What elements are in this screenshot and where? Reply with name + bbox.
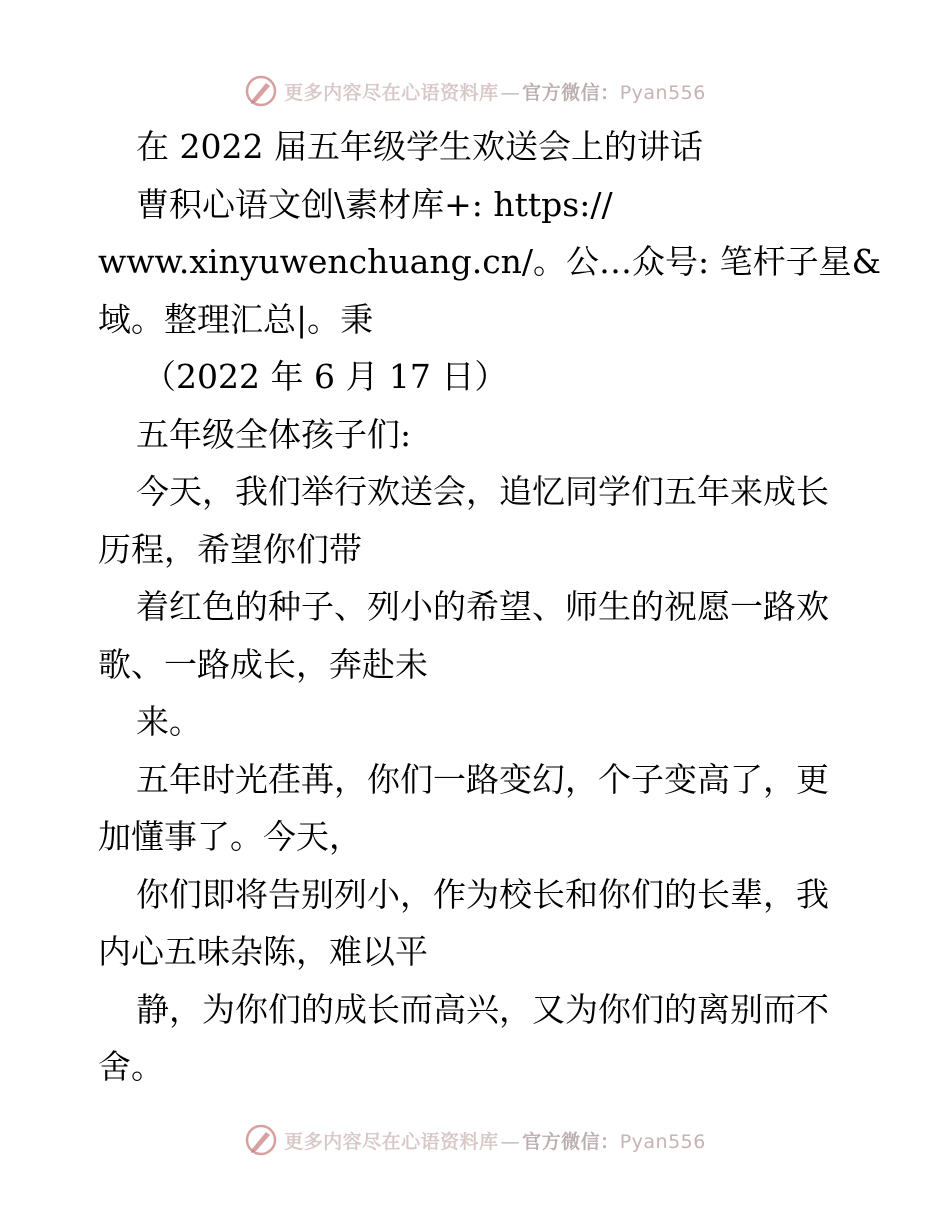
doc-date: （2022 年 6 月 17 日） <box>143 357 508 396</box>
pen-circle-logo-icon <box>244 1123 278 1157</box>
header-watermark-banner <box>0 71 950 111</box>
doc-line: 今天，我们举行欢送会，追忆同学们五年来成长 <box>136 472 829 511</box>
doc-salutation: 五年级全体孩子们: <box>136 414 412 454</box>
footer-watermark-banner <box>0 1120 950 1160</box>
doc-line: 你们即将告别列小，作为校长和你们的长辈，我 <box>136 874 829 914</box>
watermark-text: 更多内容尽在心语资料库 — 官方微信：Pyan556 <box>284 81 706 104</box>
doc-line: 静，为你们的成长而高兴，又为你们的离别而不 <box>136 989 829 1029</box>
doc-title: 在 2022 届五年级学生欢送会上的讲话 <box>136 127 703 166</box>
doc-line: 五年时光荏苒，你们一路变幻，个子变高了，更 <box>136 759 829 799</box>
doc-line: www.xinyuwenchuang.cn/。公…众号: 笔杆子星& <box>98 242 882 281</box>
doc-line: 加懂事了。今天， <box>98 817 362 856</box>
doc-line: 历程，希望你们带 <box>98 529 362 569</box>
document-body <box>98 118 882 1096</box>
watermark-text: 更多内容尽在心语资料库 — 官方微信：Pyan556 <box>284 1130 706 1153</box>
doc-line: 曹积心语文创\素材库+: https:// <box>136 184 613 224</box>
doc-line: 歌、一路成长，奔赴未 <box>98 644 428 684</box>
doc-line: 着红色的种子、列小的希望、师生的祝愿一路欢 <box>136 587 829 626</box>
doc-line: 来。 <box>136 702 202 741</box>
pen-circle-logo-icon <box>244 74 278 108</box>
doc-line: 域。整理汇总|。秉 <box>98 299 374 339</box>
doc-line: 舍。 <box>98 1047 164 1086</box>
doc-line: 内心五味杂陈，难以平 <box>98 932 428 971</box>
